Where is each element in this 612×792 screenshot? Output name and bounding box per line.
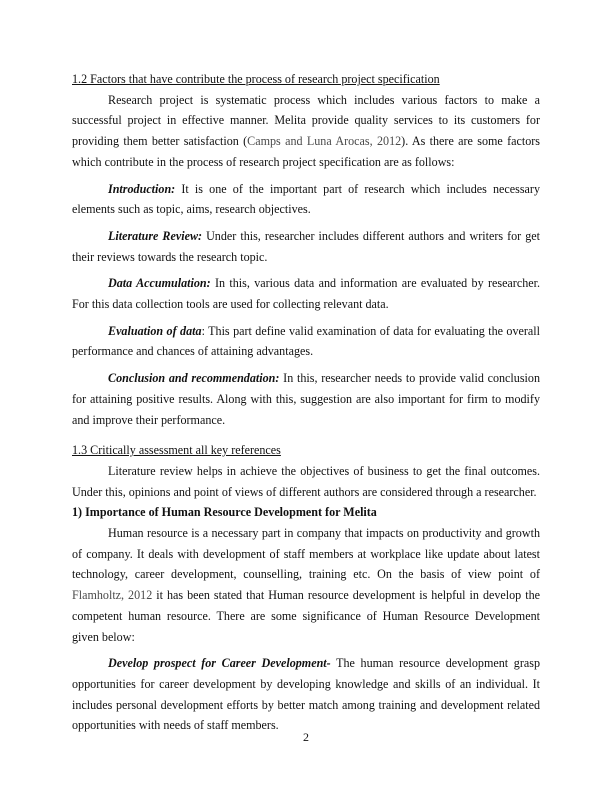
page-content xyxy=(72,69,540,736)
section-heading-1-2: 1.2 Factors that have contribute the process of research project specification xyxy=(72,72,440,86)
hr-text-end: it has been stated that Human resource development is helpful in develop the competent human resource. There are some significance of Human Resource Development given below: xyxy=(72,588,540,644)
factor-literature-review xyxy=(72,226,540,267)
factor-text: : This part define valid examination of data for evaluating the overall performance and chances of attaining advantages. xyxy=(72,323,541,359)
factor-term: Data Accumulation: xyxy=(108,276,211,291)
career-text: The human resource development grasp opportunities for career development by developing knowledge and skills of an individual. It includes personal development efforts by better match among training and development related opportunities with needs of staff members. xyxy=(72,656,540,733)
career-term: Develop prospect for Career Development- xyxy=(108,656,331,671)
factor-text: In this, various data and information are evaluated by researcher. For this data collection tools are used for collecting relevant data. xyxy=(72,276,540,312)
paragraph-literature-intro: Literature review helps in achieve the objectives of business to get the final outcomes. Under this, opinions and point of views of different authors are considered through a researcher. xyxy=(72,463,540,499)
factor-term: Literature Review: xyxy=(108,228,203,243)
paragraph-research-intro xyxy=(72,90,540,173)
section-heading-1-3: 1.3 Critically assessment all key references xyxy=(72,443,281,458)
factor-text: In this, researcher needs to provide valid conclusion for attaining positive results. Along with this, suggestion are also important for firm to modify and improve their performance. xyxy=(72,371,540,427)
paragraph-career-development xyxy=(72,653,540,736)
factor-data-accumulation xyxy=(72,273,540,314)
subheading-hr-importance: 1) Importance of Human Resource Development for Melita xyxy=(72,505,377,520)
factor-introduction xyxy=(72,179,540,220)
factor-conclusion xyxy=(72,368,540,430)
factor-term: Introduction: xyxy=(108,181,176,196)
factor-text: Under this, researcher includes different authors and writers for get their reviews towards the research topic. xyxy=(72,228,540,264)
page-number: 2 xyxy=(303,730,309,744)
citation-flamholtz: Flamholtz, 2012 xyxy=(72,588,153,603)
citation-camps-luna: Camps and Luna Arocas, 2012 xyxy=(247,134,402,149)
intro-text-start: Research project is systematic process which includes various factors to make a successful project in effective manner. Melita provide quality services to its customers for providing them better satisfaction ( xyxy=(72,92,540,149)
factor-text: It is one of the important part of research which includes necessary elements such as topic, aims, research objectives. xyxy=(72,181,540,217)
factor-term: Evaluation of data xyxy=(108,323,202,338)
hr-text-start: Human resource is a necessary part in company that impacts on productivity and growth of company. It deals with development of staff members at workplace like update about latest technology, career development, counselling, training etc. On the basis of view point of xyxy=(72,526,540,582)
factor-evaluation-of-data xyxy=(72,321,540,362)
paragraph-hr xyxy=(72,523,540,647)
factor-term: Conclusion and recommendation: xyxy=(108,371,280,386)
intro-text-end: ). As there are some factors which contribute in the process of research project specification are as follows: xyxy=(72,134,540,169)
